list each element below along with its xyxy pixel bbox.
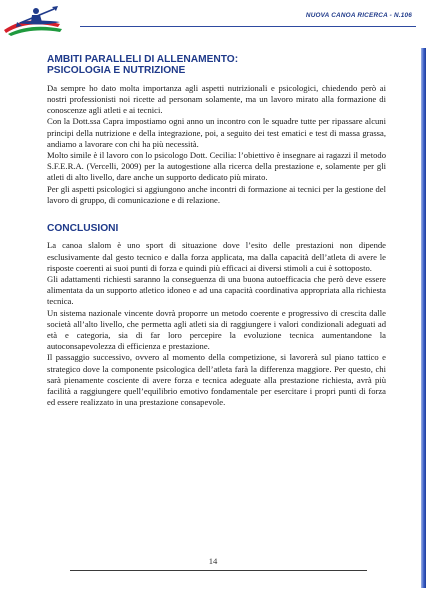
main-text: [47, 42, 386, 409]
canoe-paddler-logo-icon: [2, 3, 82, 37]
page-edge-band: [421, 48, 426, 588]
section-title-line: AMBITI PARALLELI DI ALLENAMENTO:: [47, 54, 239, 65]
publication-title: NUOVA CANOA RICERCA - N.106: [305, 12, 412, 19]
paragraph: Gli adattamenti richiesti saranno la conseguenza di una buona autoefficacia che però deve essere alimentata da un supporto atletico idoneo e ad una capacità coordinativa appropriata alla richiesta tecnica.: [47, 274, 386, 307]
paragraph: Con la Dott.ssa Capra impostiamo ogni anno un incontro con le squadre tutte per ripassare alcuni principi della nutrizione e della integrazione, poi, a seguito dei test ematici e test di massa grassa, andiamo a lavorare con chi ha più necessità.: [47, 116, 386, 149]
page-header: [0, 0, 426, 40]
section-title-ambiti: [47, 54, 386, 77]
section-body-ambiti: [47, 83, 386, 206]
page-number: 14: [208, 556, 218, 566]
paragraph: Per gli aspetti psicologici si aggiungono anche incontri di formazione ai tecnici per la gestione del lavoro di gruppo, di comunicazione e di relazione.: [47, 183, 386, 205]
paragraph: Da sempre ho dato molta importanza agli aspetti nutrizionali e psicologici, chiedendo però ai nostri professionisti noi ricette ad personam solamente, ma un lavoro mirato alla formazione di conoscenze agli atleti e ai tecnici.: [47, 82, 386, 116]
section-body-conclusioni: [47, 240, 386, 408]
footer-divider: [70, 570, 367, 571]
section-title-conclusioni: [47, 223, 386, 234]
paragraph: Il passaggio successivo, ovvero al momento della competizione, si lavorerà sul piano tattico e strategico dove la componente psicologica dell’atleta farà la differenza maggiore. Per questo, chi sarà pienamente cosciente di avere forza e tecnica adeguate alla prestazione richiesta, avrà più facilità a raggiungere quell’equilibrio emotivo fondamentale per esercitare i propri punti di forza ed essere realizzato in una prestazione consapevole.: [47, 352, 386, 408]
paragraph: Molto simile è il lavoro con lo psicologo Dott. Cecilia: l’obiettivo è insegnare ai ragazzi il metodo S.F.E.R.A. (Vercelli, 2009) per la autogestione alla ricerca della prestazione e, solamente per gli atleti di alto livello, dare anche un supporto dedicato più mirato.: [47, 150, 386, 183]
header-divider: [80, 26, 416, 27]
paragraph: Un sistema nazionale vincente dovrà proporre un metodo coerente e progressivo di crescita dalle società all’alto livello, che permetta agli atleti sia di raggiungere i valori condizionali adeguati ad età e categoria, sia di far loro percepire la evoluzione tecnica aumentandone la autoconsapevolezza di efficienza e prestazione.: [47, 307, 386, 352]
paragraph: La canoa slalom è uno sport di situazione dove l’esito delle prestazioni non dipende esclusivamente dal gesto tecnico e dalla forza applicata, ma dalla capacità dell’atleta di avere le risposte coerenti ai suoi punti di forza e quindi più efficaci ai diversi stimoli a cui è sottoposto.: [47, 240, 386, 273]
section-title-line: PSICOLOGIA E NUTRIZIONE: [47, 65, 186, 77]
section-title-line: CONCLUSIONI: [47, 223, 119, 235]
